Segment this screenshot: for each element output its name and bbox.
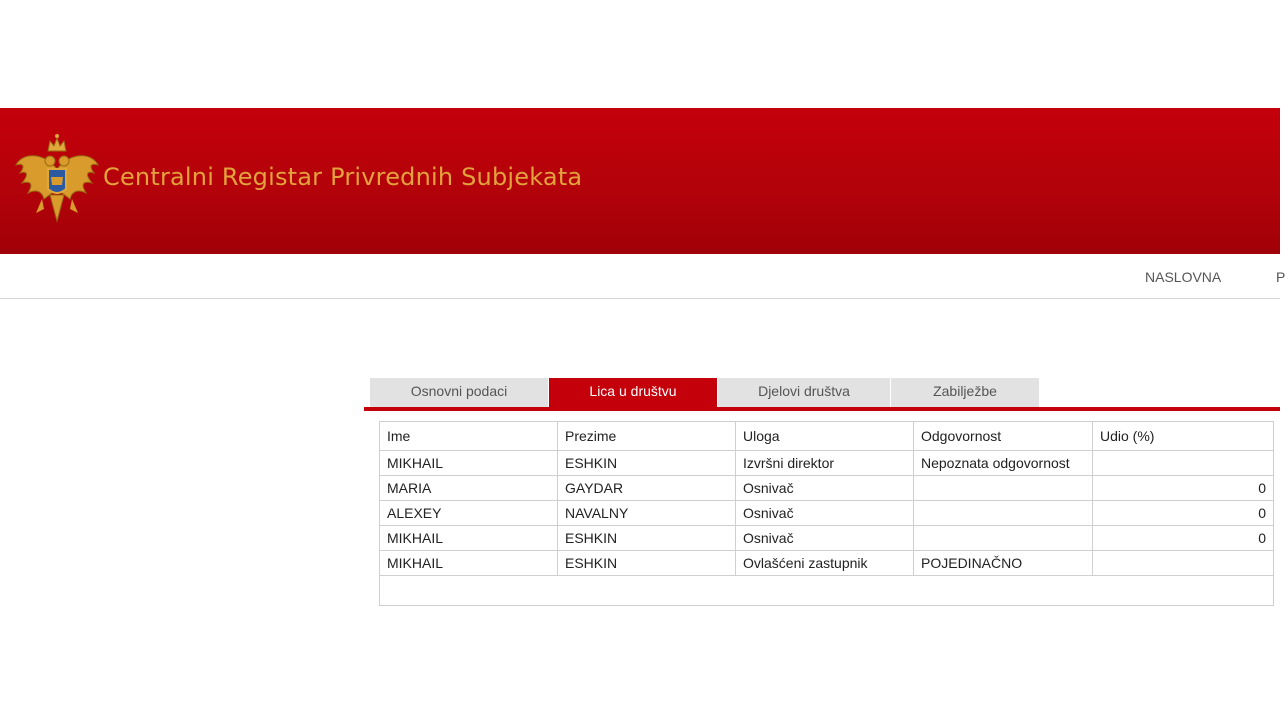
- tab-zabiljezbe[interactable]: Zabilježbe: [891, 378, 1039, 407]
- tab-osnovni-podaci[interactable]: Osnovni podaci: [370, 378, 548, 407]
- tab-djelovi-drustva[interactable]: Djelovi društva: [718, 378, 890, 407]
- column-header-ime: Ime: [380, 422, 558, 451]
- column-header-uloga: Uloga: [736, 422, 914, 451]
- cell-uloga: Osnivač: [736, 501, 914, 526]
- tab-underline: [364, 407, 1280, 411]
- cell-prezime: GAYDAR: [558, 476, 736, 501]
- cell-ime: MIKHAIL: [380, 551, 558, 576]
- coat-of-arms-icon: [12, 129, 102, 229]
- table-row: [380, 451, 1274, 476]
- cell-uloga: Ovlašćeni zastupnik: [736, 551, 914, 576]
- site-title: Centralni Registar Privrednih Subjekata: [103, 163, 583, 191]
- cell-ime: MIKHAIL: [380, 526, 558, 551]
- column-header-prezime: Prezime: [558, 422, 736, 451]
- cell-udio: 0: [1093, 501, 1274, 526]
- cell-uloga: Osnivač: [736, 476, 914, 501]
- cell-ime: MARIA: [380, 476, 558, 501]
- cell-udio: [1093, 551, 1274, 576]
- table-footer-row: [380, 576, 1274, 606]
- table-header-row: [380, 422, 1274, 451]
- cell-odgovornost: Nepoznata odgovornost: [914, 451, 1093, 476]
- cell-udio: 0: [1093, 526, 1274, 551]
- cell-odgovornost: POJEDINAČNO: [914, 551, 1093, 576]
- nav-link-naslovna[interactable]: NASLOVNA: [1145, 269, 1222, 285]
- cell-uloga: Izvršni direktor: [736, 451, 914, 476]
- column-header-udio: Udio (%): [1093, 422, 1274, 451]
- cell-prezime: NAVALNY: [558, 501, 736, 526]
- header-banner: [0, 108, 1280, 254]
- table-row: [380, 526, 1274, 551]
- cell-odgovornost: [914, 501, 1093, 526]
- persons-table: [379, 421, 1274, 606]
- cell-ime: ALEXEY: [380, 501, 558, 526]
- top-navigation: [0, 254, 1285, 299]
- table-row: [380, 551, 1274, 576]
- cell-udio: 0: [1093, 476, 1274, 501]
- tab-lica-u-drustvu[interactable]: Lica u društvu: [549, 378, 717, 407]
- cell-prezime: ESHKIN: [558, 526, 736, 551]
- table-footer-cell: [380, 576, 1274, 606]
- cell-prezime: ESHKIN: [558, 451, 736, 476]
- column-header-odgovornost: Odgovornost: [914, 422, 1093, 451]
- nav-link-next[interactable]: P: [1276, 269, 1285, 285]
- cell-ime: MIKHAIL: [380, 451, 558, 476]
- cell-udio: [1093, 451, 1274, 476]
- cell-uloga: Osnivač: [736, 526, 914, 551]
- cell-odgovornost: [914, 526, 1093, 551]
- cell-prezime: ESHKIN: [558, 551, 736, 576]
- table-row: [380, 501, 1274, 526]
- cell-odgovornost: [914, 476, 1093, 501]
- table-row: [380, 476, 1274, 501]
